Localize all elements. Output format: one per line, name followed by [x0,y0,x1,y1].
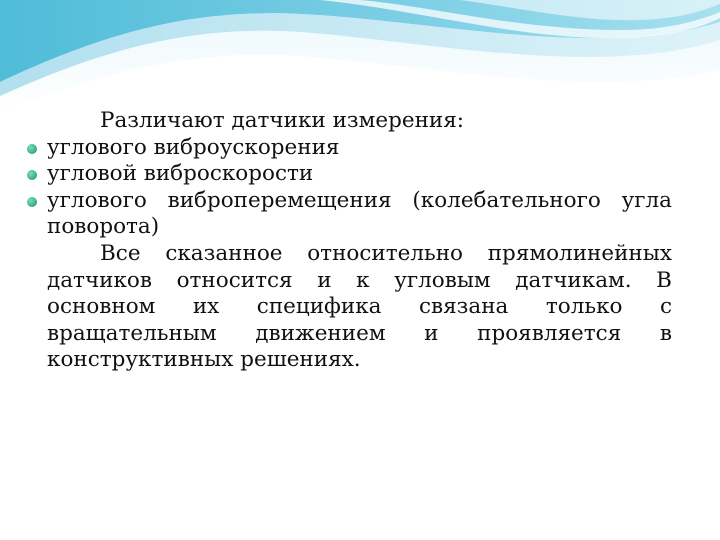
bullet-dot-icon [27,197,37,207]
bullet-dot-icon [27,170,37,180]
bullet-item [24,135,672,162]
bullet-text: углового виброускорения [47,134,340,160]
bullet-text: угловой виброскорости [47,161,314,187]
bullet-list [24,135,672,241]
slide-body [24,108,672,374]
bullet-dot-icon [27,144,37,154]
bullet-item [24,188,672,241]
intro-line: Различают датчики измерения: [100,108,465,133]
bullet-item [24,161,672,188]
bullet-text: углового виброперемещения (колебательного угла поворота) [47,187,672,240]
body-paragraph: Все сказанное относительно прямолинейных датчиков относится и к угловым датчикам. В основном их специфика связана только с вращательным движением и проявляется в конструктивных решениях. [47,240,672,373]
